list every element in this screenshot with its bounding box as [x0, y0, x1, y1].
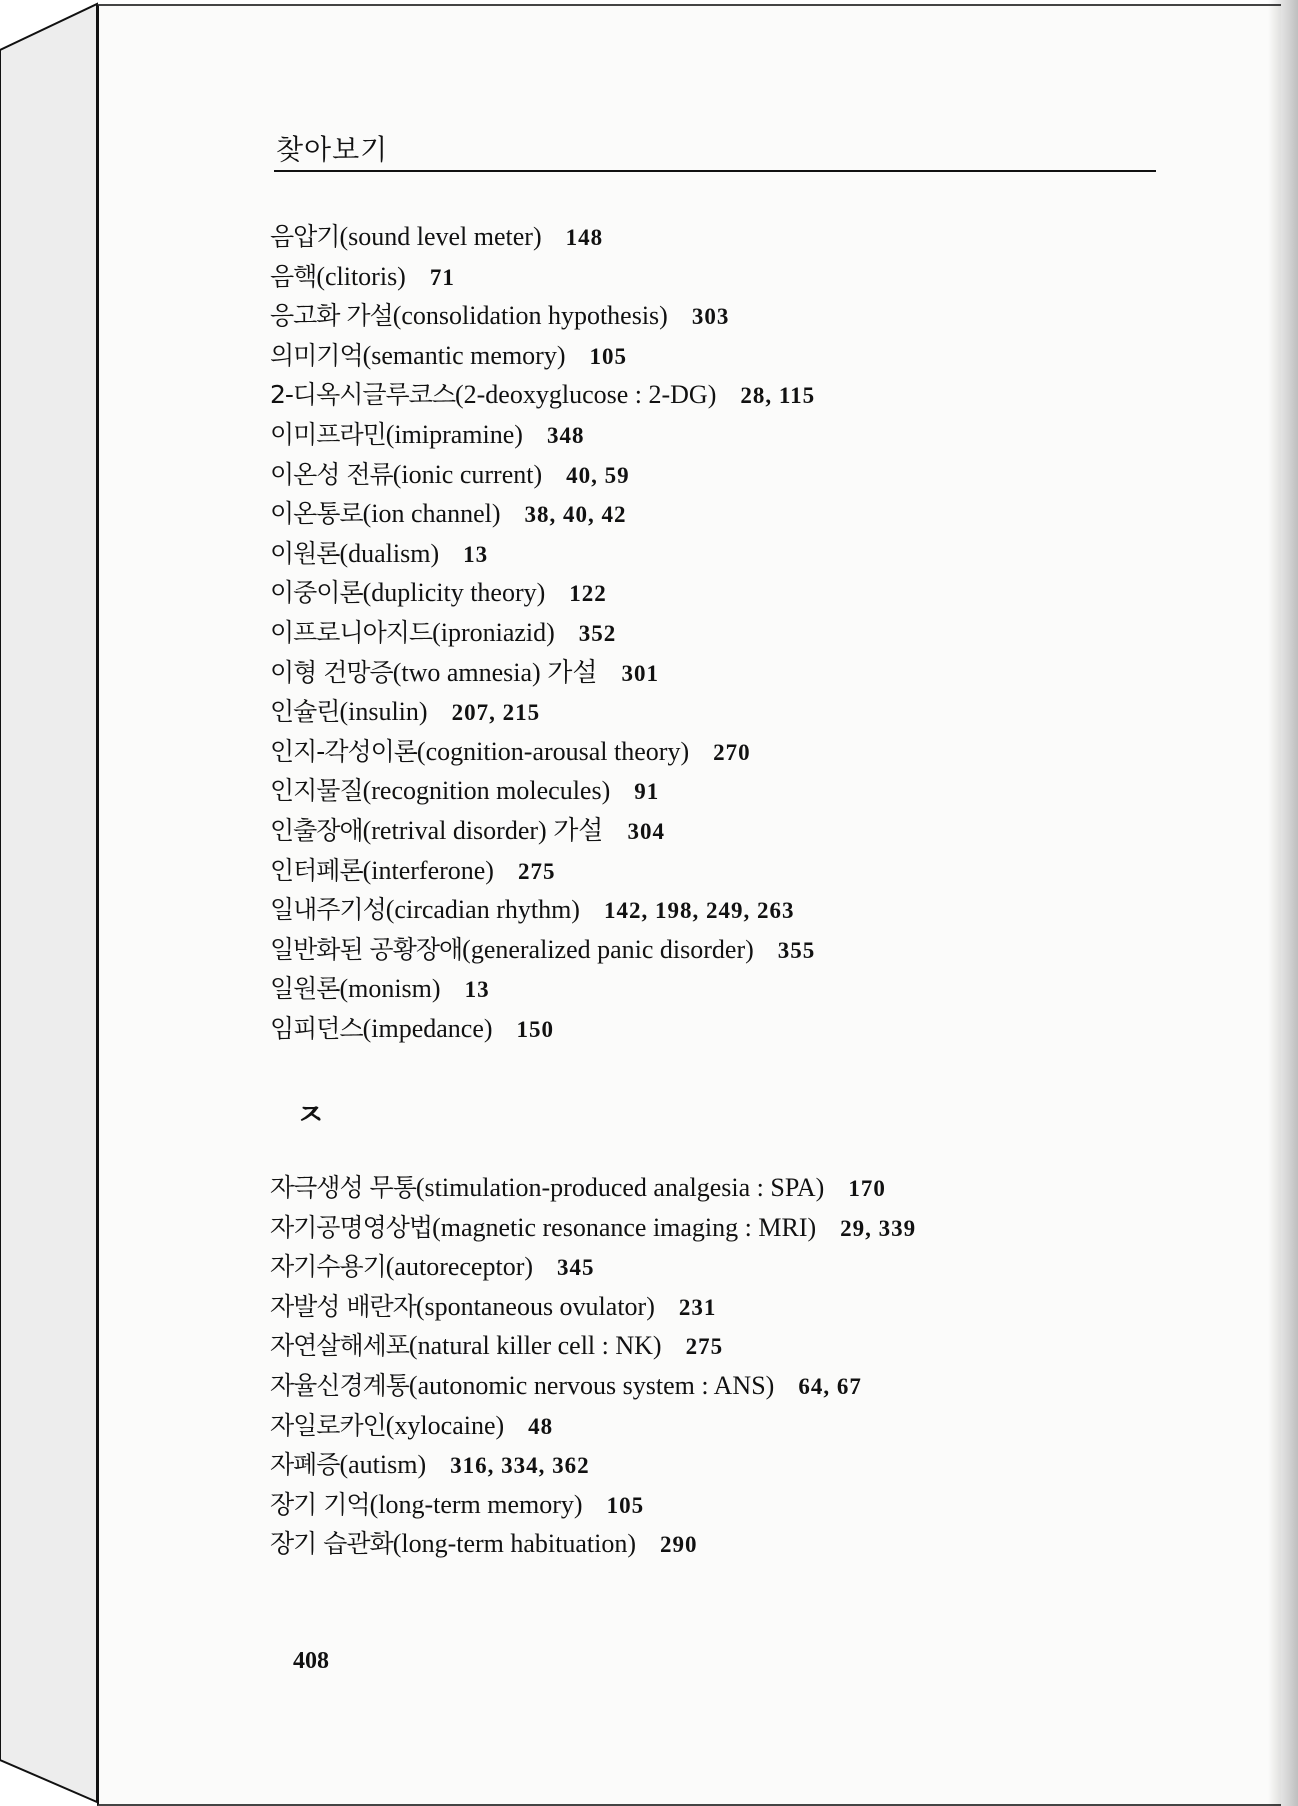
index-entry: [270, 969, 1170, 1009]
entry-english-term: (cognition-arousal theory): [416, 736, 690, 766]
entry-english-term: (sound level meter): [339, 222, 542, 251]
index-section-2: [270, 1168, 1170, 1564]
entry-page-refs: 170: [848, 1176, 886, 1201]
entry-korean-term: 일원론: [270, 974, 340, 1004]
entry-korean-term: 인터페론: [270, 855, 363, 885]
entry-page-refs: 150: [516, 1016, 555, 1042]
entry-korean-term: 자연살해세포: [270, 1331, 409, 1361]
index-entry: [270, 811, 1170, 851]
entry-korean-term: 이원론: [270, 538, 340, 568]
entry-english-term: (autonomic nervous system : ANS): [408, 1370, 775, 1400]
index-entry: [270, 534, 1170, 574]
entry-korean-term: 자폐증: [270, 1450, 340, 1480]
entry-page-refs: 231: [678, 1294, 717, 1320]
entry-page-refs: 148: [565, 225, 604, 250]
entry-english-term: (two amnesia) 가설: [392, 657, 598, 687]
index-entry: [270, 613, 1170, 653]
index-entry: [270, 653, 1170, 693]
entry-english-term: (circadian rhythm): [385, 895, 580, 925]
entry-page-refs: 304: [627, 818, 665, 844]
entry-english-term: (xylocaine): [385, 1410, 505, 1440]
entry-english-term: (interferone): [362, 855, 494, 885]
index-entry: [270, 1247, 1170, 1287]
entry-english-term: (stimulation-produced analgesia : SPA): [415, 1173, 825, 1202]
entry-page-refs: 207, 215: [451, 700, 541, 726]
entry-korean-term: 응고화 가설: [270, 301, 393, 331]
entry-korean-term: 이온통로: [270, 499, 363, 529]
entry-english-term: (imipramine): [385, 419, 523, 449]
index-entry: [270, 1366, 1170, 1406]
entry-english-term: (retrival disorder) 가설: [362, 815, 604, 845]
index-entry: [270, 257, 1170, 297]
entry-page-refs: 290: [660, 1532, 698, 1558]
entry-english-term: (clitoris): [316, 261, 406, 291]
index-entry: [270, 217, 1170, 257]
entry-korean-term: 이중이론: [270, 578, 363, 608]
entry-korean-term: 인출장애: [270, 815, 363, 845]
entry-english-term: (ionic current): [392, 459, 543, 489]
entry-english-term: (duplicity theory): [362, 578, 546, 608]
entry-page-refs: 13: [463, 541, 489, 567]
entry-page-refs: 142, 198, 249, 263: [603, 898, 795, 924]
entry-english-term: (long-term memory): [369, 1489, 583, 1519]
index-entry: [270, 1287, 1170, 1327]
entry-korean-term: 장기 습관화: [270, 1529, 393, 1559]
index-entry: [270, 1208, 1170, 1248]
entry-korean-term: 자기공명영상법: [270, 1212, 433, 1242]
entry-korean-term: 자기수용기: [270, 1252, 386, 1282]
entry-korean-term: 자율신경계통: [270, 1370, 409, 1400]
index-entry: [270, 1168, 1170, 1208]
entry-page-refs: 105: [606, 1492, 645, 1518]
entry-korean-term: 2-디옥시글루코스: [270, 380, 455, 410]
entry-page-refs: 301: [621, 660, 659, 686]
index-entry: [270, 494, 1170, 534]
entry-english-term: (ion channel): [362, 499, 501, 529]
index-entry: [270, 415, 1170, 455]
index-entry: [270, 930, 1170, 970]
entry-english-term: (semantic memory): [362, 340, 566, 370]
entry-page-refs: 270: [713, 739, 751, 765]
entry-korean-term: 일반화된 공황장애: [270, 934, 463, 964]
entry-english-term: (consolidation hypothesis): [392, 301, 668, 331]
index-entry: [270, 1445, 1170, 1485]
entry-page-refs: 352: [578, 620, 617, 646]
entry-page-refs: 48: [528, 1413, 554, 1439]
entry-page-refs: 38, 40, 42: [524, 502, 627, 528]
index-entry: [270, 732, 1170, 772]
entry-page-refs: 345: [557, 1255, 595, 1281]
index-entry: [270, 1009, 1170, 1049]
entry-english-term: (generalized panic disorder): [462, 934, 754, 964]
index-entry: [270, 1406, 1170, 1446]
entry-page-refs: 29, 339: [840, 1215, 917, 1241]
entry-english-term: (long-term habituation): [392, 1529, 637, 1559]
entry-korean-term: 인지물질: [270, 776, 363, 806]
index-entry: [270, 771, 1170, 811]
index-entry: [270, 375, 1170, 415]
entry-english-term: (natural killer cell : NK): [408, 1331, 662, 1361]
entry-page-refs: 28, 115: [740, 383, 816, 409]
entry-page-refs: 303: [691, 304, 730, 330]
index-entry: [270, 851, 1170, 891]
header-rule: [274, 170, 1156, 172]
entry-english-term: (autoreceptor): [385, 1252, 534, 1282]
index-entry: [270, 573, 1170, 613]
index-entry: [270, 1326, 1170, 1366]
entry-page-refs: 122: [569, 581, 607, 607]
entry-page-refs: 71: [429, 264, 455, 290]
entry-page-refs: 316, 334, 362: [450, 1453, 590, 1479]
entry-english-term: (autism): [339, 1450, 427, 1480]
index-section-1: [270, 217, 1170, 1048]
entry-page-refs: 40, 59: [566, 462, 630, 488]
index-entry: [270, 890, 1170, 930]
entry-page-refs: 348: [546, 422, 585, 448]
entry-korean-term: 음핵: [270, 261, 317, 291]
entry-korean-term: 자극생성 무통: [270, 1173, 416, 1202]
entry-english-term: (monism): [339, 974, 441, 1004]
entry-english-term: (magnetic resonance imaging : MRI): [432, 1212, 817, 1242]
entry-english-term: (recognition molecules): [362, 776, 611, 806]
page-shadow: [1268, 0, 1298, 1806]
entry-english-term: (spontaneous ovulator): [415, 1291, 655, 1321]
entry-english-term: (2-deoxyglucose : 2-DG): [454, 380, 717, 410]
entry-english-term: (impedance): [362, 1013, 493, 1043]
entry-english-term: (dualism): [339, 538, 440, 568]
index-entry: [270, 1524, 1170, 1564]
entry-page-refs: 275: [517, 858, 556, 884]
entry-korean-term: 자일로카인: [270, 1410, 386, 1440]
entry-page-refs: 355: [777, 937, 816, 963]
entry-korean-term: 이온성 전류: [270, 459, 393, 489]
entry-korean-term: 임피던스: [270, 1013, 363, 1043]
entry-korean-term: 인슐린: [270, 697, 340, 727]
index-entry: [270, 1485, 1170, 1525]
entry-page-refs: 91: [634, 779, 660, 805]
entry-english-term: (iproniazid): [432, 617, 555, 647]
entry-korean-term: 이미프라민: [270, 419, 386, 449]
entry-korean-term: 장기 기억: [270, 1489, 370, 1519]
entry-korean-term: 일내주기성: [270, 895, 386, 925]
entry-korean-term: 음압기: [270, 222, 340, 251]
entry-page-refs: 13: [464, 977, 490, 1003]
entry-english-term: (insulin): [339, 697, 428, 727]
index-entry: [270, 296, 1170, 336]
entry-korean-term: 자발성 배란자: [270, 1291, 416, 1321]
index-entry: [270, 455, 1170, 495]
entry-page-refs: 275: [685, 1334, 724, 1360]
entry-korean-term: 인지-각성이론: [270, 736, 417, 766]
entry-korean-term: 이형 건망증: [270, 657, 393, 687]
entry-korean-term: 의미기억: [270, 340, 363, 370]
entry-korean-term: 이프로니아지드: [270, 617, 433, 647]
entry-page-refs: 105: [589, 343, 627, 369]
page-number: 408: [293, 1648, 329, 1674]
section-letter: ㅈ: [296, 1098, 325, 1133]
page-header-title: 찾아보기: [276, 133, 389, 166]
index-entry: [270, 336, 1170, 376]
entry-page-refs: 64, 67: [798, 1373, 862, 1399]
index-entry: [270, 692, 1170, 732]
